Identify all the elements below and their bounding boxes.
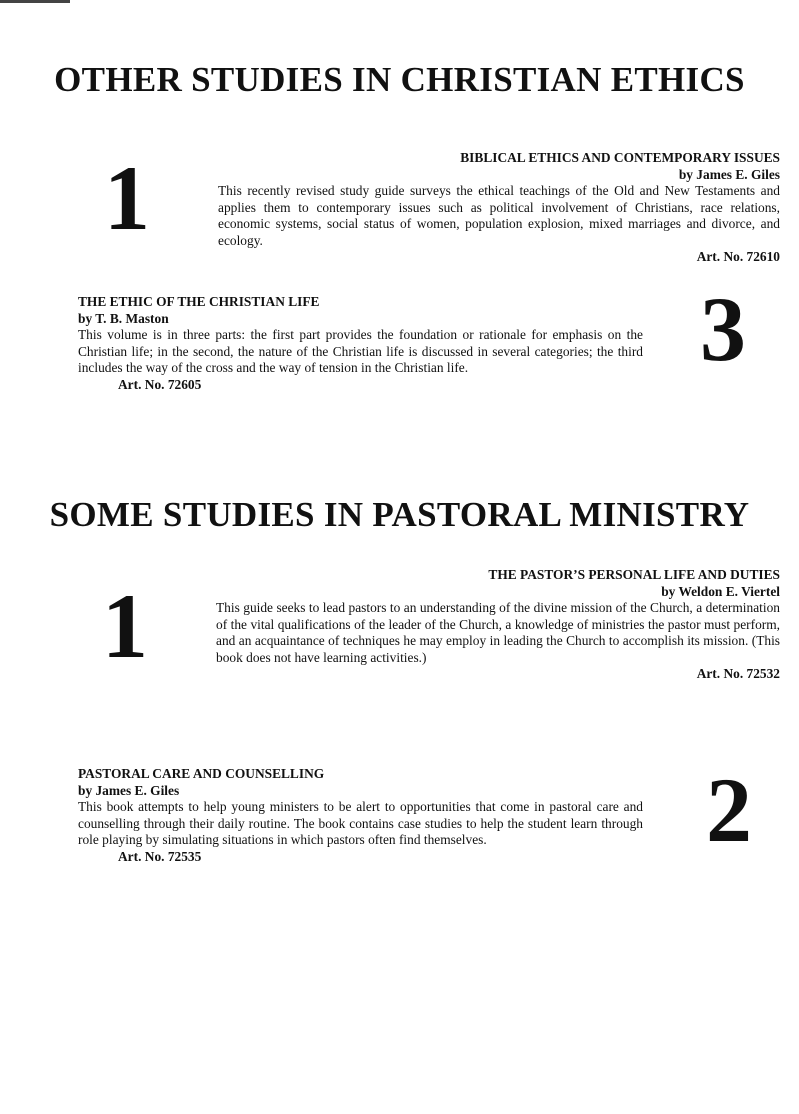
art-number: Art. No. 72610 <box>696 249 780 264</box>
book-title: BIBLICAL ETHICS AND CONTEMPORARY ISSUES <box>460 150 780 165</box>
book-entry-ethic-christian-life <box>78 294 643 393</box>
entry-number: 3 <box>700 278 746 380</box>
book-description: This guide seeks to lead pastors to an understanding of the divine mission of the Church, a determination of the vital qualifications of the leader of the Church, a knowledge of ministries the pastor must perform, and an acquaintance of techniques he may employ in leading the Church to accomplish its mission. (This book does not have learning activities.) <box>216 600 780 665</box>
book-author: by James E. Giles <box>678 166 780 182</box>
scan-mark <box>0 0 70 3</box>
book-author: by James E. Giles <box>78 782 180 798</box>
entry-number: 2 <box>706 759 752 861</box>
book-description: This volume is in three parts: the first part provides the foundation or rationale for emphasis on the Christian life; in the second, the nature of the Christian life is discussed in several categories; the third includes the way of the cross and the way of tension in the Christian life. <box>78 327 643 375</box>
book-entry-pastor-personal-life <box>216 567 780 683</box>
entry-number: 1 <box>102 575 148 677</box>
section-heading-pastoral: SOME STUDIES IN PASTORAL MINISTRY <box>49 495 750 534</box>
book-entry-biblical-ethics <box>218 150 780 266</box>
book-entry-pastoral-care <box>78 766 643 865</box>
book-author: by Weldon E. Viertel <box>661 583 780 599</box>
book-title: THE ETHIC OF THE CHRISTIAN LIFE <box>78 294 320 309</box>
book-title: THE PASTOR’S PERSONAL LIFE AND DUTIES <box>488 567 780 582</box>
book-description: This recently revised study guide surveys the ethical teachings of the Old and New Testaments and applies them to contemporary issues such as political involvement of Christians, race relations, economic systems, social status of women, population explosion, mixed marriages and divorce, and ecology. <box>218 183 780 248</box>
book-title: PASTORAL CARE AND COUNSELLING <box>78 766 325 781</box>
book-author: by T. B. Maston <box>78 310 169 326</box>
section-heading-ethics: OTHER STUDIES IN CHRISTIAN ETHICS <box>54 60 745 99</box>
art-number: Art. No. 72532 <box>696 666 780 681</box>
book-description: This book attempts to help young ministers to be alert to opportunities that come in pastoral care and counselling through their daily routine. The book contains case studies to help the student learn through role playing by simulating situations in which pastors often find themselves. <box>78 799 643 847</box>
art-number: Art. No. 72535 <box>118 848 202 864</box>
entry-number: 1 <box>104 147 150 249</box>
art-number: Art. No. 72605 <box>118 376 202 392</box>
